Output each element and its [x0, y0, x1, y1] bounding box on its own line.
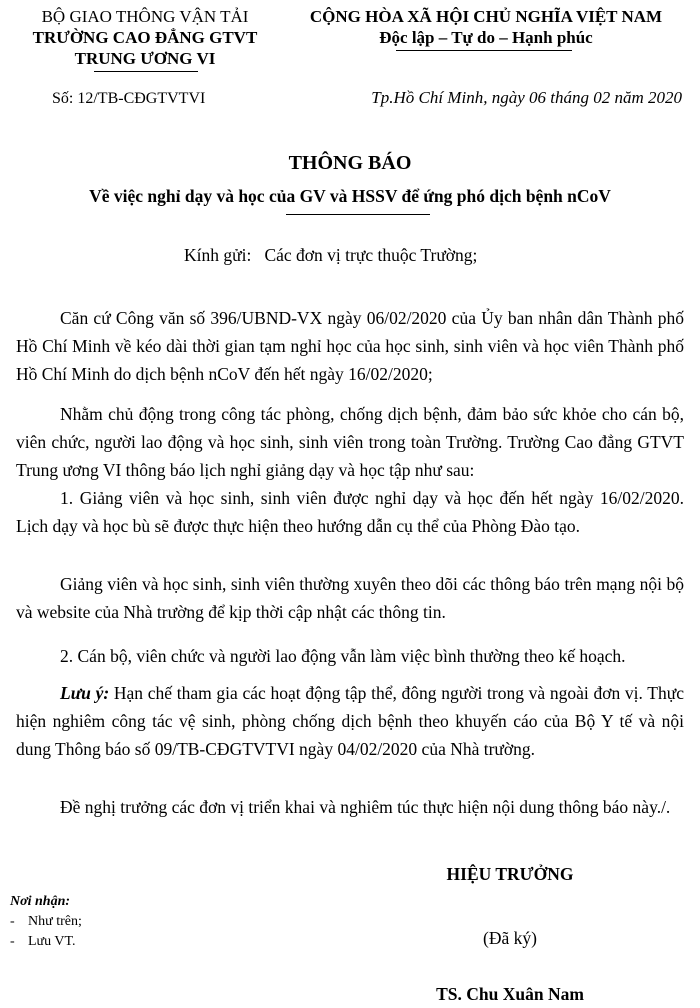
- notice-title: THÔNG BÁO: [288, 152, 412, 174]
- signer-position: HIỆU TRƯỞNG: [446, 864, 574, 884]
- left-header-underline: [94, 71, 198, 72]
- document-number: Số: 12/TB-CĐGTVTVI: [52, 90, 206, 107]
- signed-mark: (Đã ký): [483, 928, 537, 948]
- note-text: Hạn chế tham gia các hoạt động tập thể, đông người trong và ngoài đơn vị. Thực hiện nghiêm công tác vệ sinh, phòng chống dịch bệnh theo khuyến cáo của Bộ Y tế và nội dung Thông báo số 09/TB-CĐGTVTVI ngày 04/02/2020 của Nhà trường.: [16, 683, 684, 759]
- national-motto: Độc lập – Tự do – Hạnh phúc: [379, 28, 593, 47]
- recipient-item: - Lưu VT.: [10, 934, 76, 949]
- motto-underline: [396, 50, 572, 51]
- paragraph-request: Đề nghị trưởng các đơn vị triển khai và nghiêm túc thực hiện nội dung thông báo này./.: [60, 797, 671, 817]
- paragraph-item-1: 1. Giảng viên và học sinh, sinh viên được nghỉ dạy và học đến hết ngày 16/02/2020. Lịch dạy và học bù sẽ được thực hiện theo hướng dẫn cụ thể của Phòng Đào tạo.: [16, 488, 684, 536]
- school-name-line1: TRƯỜNG CAO ĐẲNG GTVT: [32, 28, 258, 47]
- paragraph-follow-updates: Giảng viên và học sinh, sinh viên thường xuyên theo dõi các thông báo trên mạng nội bộ và website của Nhà trường để kịp thời cập nhật các thông tin.: [16, 574, 684, 622]
- note-label: Lưu ý:: [60, 683, 110, 703]
- paragraph-item-2: 2. Cán bộ, viên chức và người lao động vẫn làm việc bình thường theo kế hoạch.: [60, 646, 626, 666]
- recipients-list: [10, 892, 82, 952]
- subtitle-underline: [286, 214, 430, 215]
- notice-subtitle: Về việc nghỉ dạy và học của GV và HSSV để ứng phó dịch bệnh nCoV: [89, 186, 611, 206]
- school-name-line2: TRUNG ƯƠNG VI: [74, 49, 216, 68]
- left-header: [10, 6, 280, 69]
- right-header: [286, 6, 686, 48]
- signer-name: TS. Chu Xuân Nam: [436, 984, 584, 1004]
- paragraph-purpose: Nhằm chủ động trong công tác phòng, chống dịch bệnh, đảm bảo sức khỏe cho cán bộ, viên chức, người lao động và học sinh, sinh viên trong toàn Trường. Trường Cao đẳng GTVT Trung ương VI thông báo lịch nghỉ giảng dạy và học tập như sau:: [16, 404, 684, 480]
- ministry-name: BỘ GIAO THÔNG VẬN TẢI: [41, 7, 249, 26]
- recipient-item: - Như trên;: [10, 914, 82, 929]
- recipient-line: Kính gửi: Các đơn vị trực thuộc Trường;: [184, 245, 478, 265]
- place-date: Tp.Hồ Chí Minh, ngày 06 tháng 02 năm 2020: [371, 88, 682, 107]
- paragraph-basis: Căn cứ Công văn số 396/UBND-VX ngày 06/02/2020 của Ủy ban nhân dân Thành phố Hồ Chí Minh về kéo dài thời gian tạm nghỉ học của học sinh, sinh viên và học viên Thành phố Hồ Chí Minh do dịch bệnh nCoV đến hết ngày 16/02/2020;: [16, 308, 684, 384]
- country-name: CỘNG HÒA XÃ HỘI CHỦ NGHĨA VIỆT NAM: [309, 7, 663, 26]
- paragraph-note: [16, 679, 684, 763]
- recipients-label: Nơi nhận:: [10, 894, 71, 909]
